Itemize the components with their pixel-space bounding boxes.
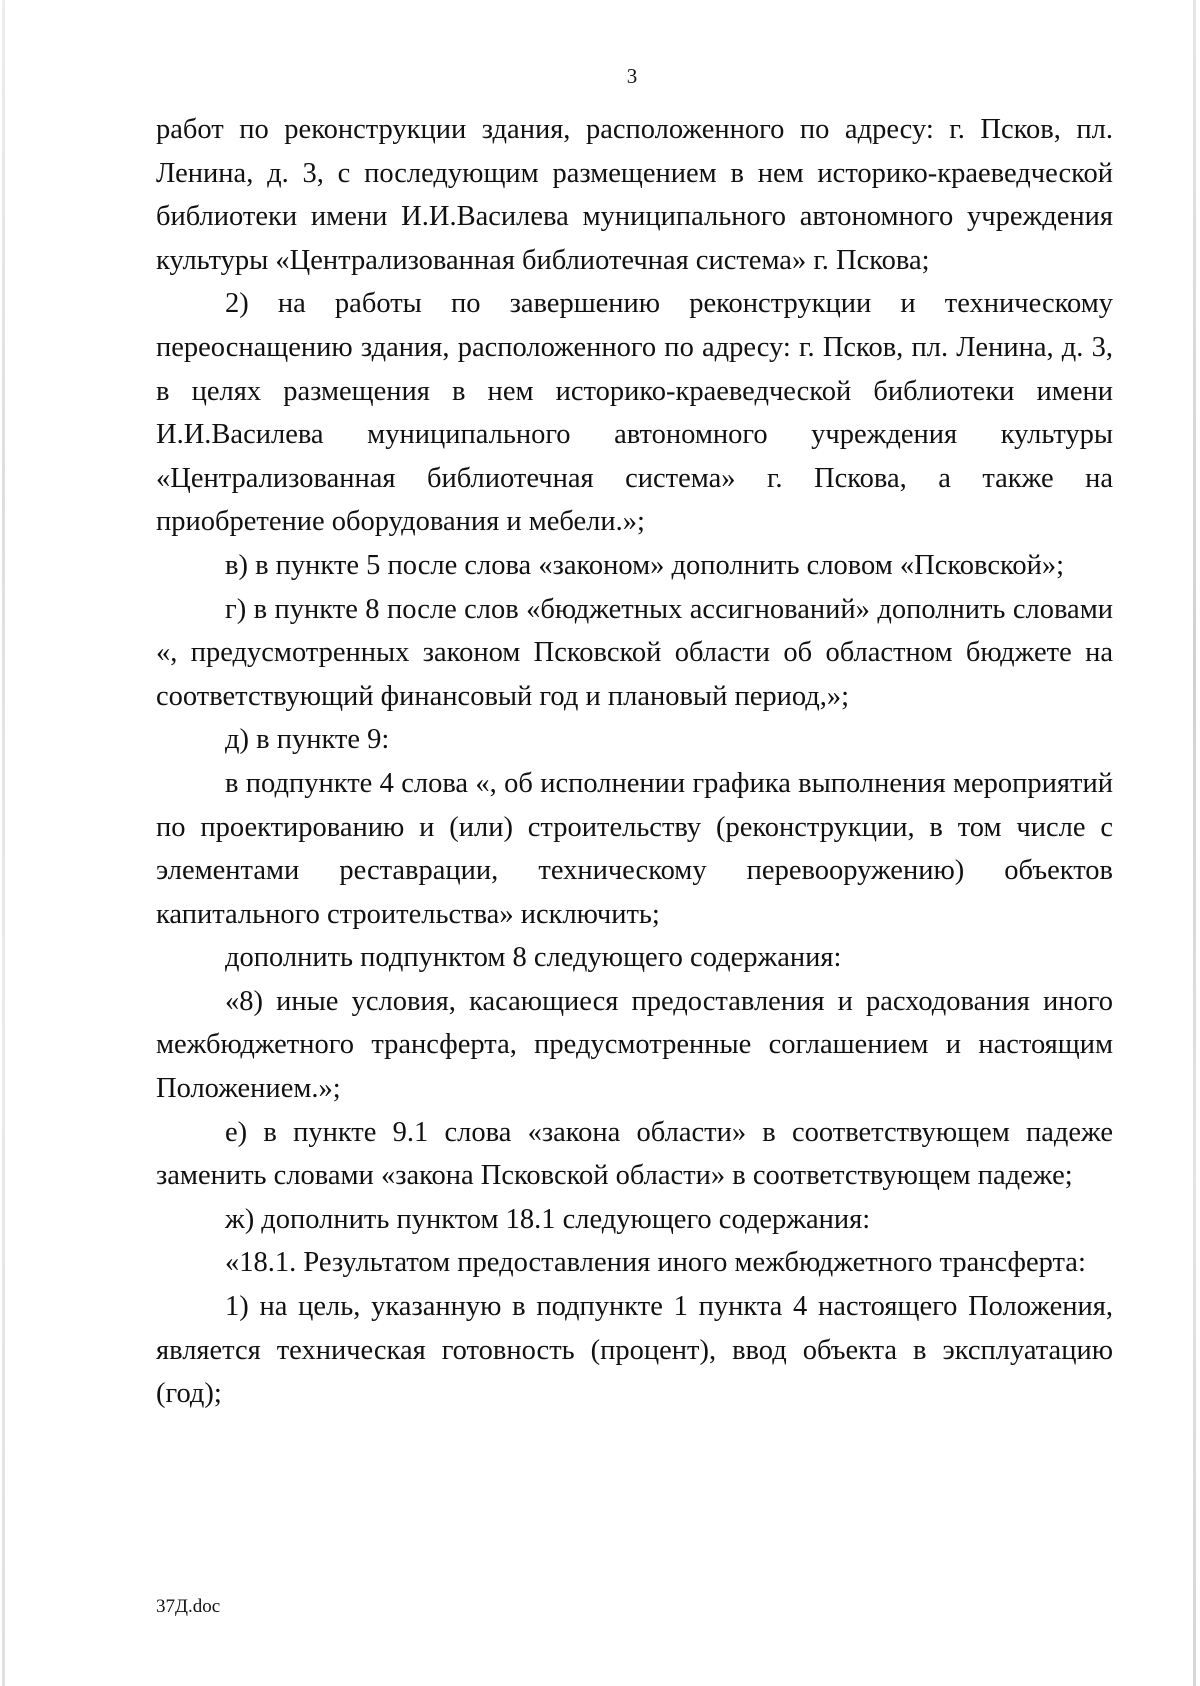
scan-edge-right	[1193, 0, 1196, 1686]
paragraph-3: в) в пункте 5 после слова «законом» дополнить словом «Псковской»;	[225, 549, 1065, 581]
page-number: 3	[626, 64, 638, 88]
paragraph-1: работ по реконструкции здания, расположенного по адресу: г. Псков, пл. Ленина, д. 3, с последующим размещением в нем историко-краеведческой библиотеки имени И.И.Василева муниципального автономного учреждения культуры «Централизованная библиотечная система» г. Пскова;	[156, 114, 1113, 276]
footer-filename: 37Д.doc	[156, 1596, 221, 1617]
paragraph-4: г) в пункте 8 после слов «бюджетных ассигнований» дополнить словами «, предусмотренных законом Псковской области об областном бюджете на соответствующий финансовый год и плановый период,»;	[156, 593, 1113, 712]
document-body	[156, 108, 1113, 1416]
paragraph-10: ж) дополнить пунктом 18.1 следующего содержания:	[225, 1203, 871, 1235]
paragraph-9: е) в пункте 9.1 слова «закона области» в соответствующем падеже заменить словами «закона Псковской области» в соответствующем падеже;	[156, 1116, 1113, 1192]
paragraph-7: дополнить подпунктом 8 следующего содержания:	[225, 942, 842, 974]
scan-edge-left	[2, 0, 5, 1686]
paragraph-2: 2) на работы по завершению реконструкции и техническому переоснащению здания, расположенного по адресу: г. Псков, пл. Ленина, д. 3, в целях размещения в нем историко-краеведческой библиотеки имени И.И.Василева муниципального автономного учреждения культуры «Централизованная библиотечная система» г. Пскова, а также на приобретение оборудования и мебели.»;	[156, 288, 1113, 538]
paragraph-11: «18.1. Результатом предоставления иного межбюджетного трансферта:	[225, 1247, 1086, 1279]
paragraph-5: д) в пункте 9:	[225, 724, 390, 756]
paragraph-12: 1) на цель, указанную в подпункте 1 пункта 4 настоящего Положения, является техническая готовность (процент), ввод объекта в эксплуатацию (год);	[156, 1291, 1113, 1410]
paragraph-6: в подпункте 4 слова «, об исполнении графика выполнения мероприятий по проектированию и (или) строительству (реконструкции, в том числе с элементами реставрации, техническому перевооружению) объектов капитального строительства» исключить;	[156, 767, 1113, 930]
paragraph-8: «8) иные условия, касающиеся предоставления и расходования иного межбюджетного трансферта, предусмотренные соглашением и настоящим Положением.»;	[156, 985, 1113, 1105]
